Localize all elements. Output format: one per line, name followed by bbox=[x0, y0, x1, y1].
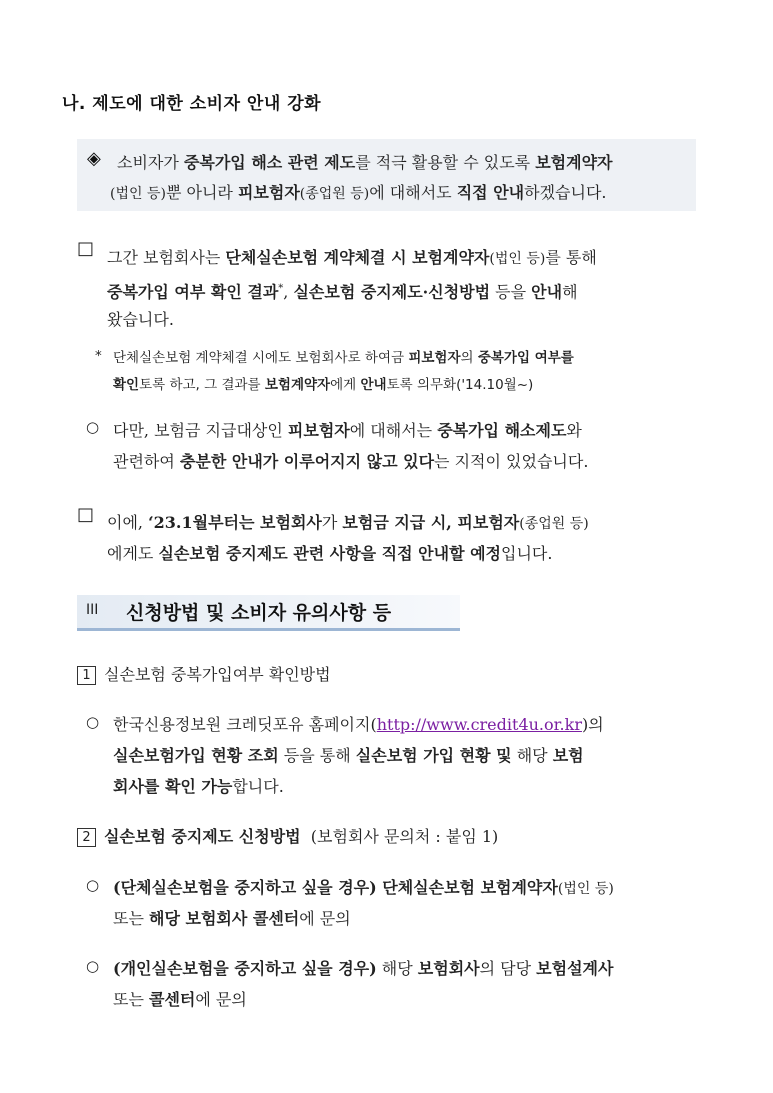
circle-bullet-icon: ○ bbox=[86, 418, 100, 436]
paragraph-6-line-2: 또는 콜센터에 문의 bbox=[113, 990, 247, 1009]
square-bullet-icon: □ bbox=[77, 504, 95, 525]
paragraph-3-line-1: 이에, ‘23.1월부터는 보험회사가 보험금 지급 시, 피보험자(종업원 등) bbox=[107, 513, 589, 532]
paragraph-4-line-3: 회사를 확인 가능합니다. bbox=[113, 777, 284, 796]
footnote-line-2: 확인토록 하고, 그 결과를 보험계약자에게 안내토록 의무화('14.10월~) bbox=[113, 377, 534, 393]
paragraph-3-line-2: 에게도 실손보험 중지제도 관련 사항을 직접 안내할 예정입니다. bbox=[107, 544, 553, 563]
section-title: 신청방법 및 소비자 유의사항 등 bbox=[126, 602, 392, 624]
paragraph-4-line-2: 실손보험가입 현황 조회 등을 통해 실손보험 가입 현황 및 해당 보험 bbox=[113, 746, 584, 765]
subsection-2-heading: 2 실손보험 중지제도 신청방법 (보험회사 문의처 : 붙임 1) bbox=[77, 824, 498, 847]
subsection-1-heading: 1 실손보험 중복가입여부 확인방법 bbox=[77, 662, 331, 685]
diamond-bullet-icon: ◈ bbox=[87, 148, 101, 169]
paragraph-1-line-3: 왔습니다. bbox=[107, 310, 174, 329]
paragraph-1-line-1: 그간 보험회사는 단체실손보험 계약체결 시 보험계약자(법인 등)를 통해 bbox=[107, 248, 597, 267]
paragraph-6-line-1: (개인실손보험을 중지하고 싶을 경우) 해당 보험회사의 담당 보험설계사 bbox=[113, 959, 614, 978]
paragraph-2-line-2: 관련하여 충분한 안내가 이루어지지 않고 있다는 지적이 있었습니다. bbox=[113, 452, 589, 471]
paragraph-2-line-1: 다만, 보험금 지급대상인 피보험자에 대해서는 중복가입 해소제도와 bbox=[113, 421, 582, 440]
credit4u-link[interactable]: http://www.credit4u.or.kr bbox=[376, 715, 582, 734]
circle-bullet-icon: ○ bbox=[86, 876, 100, 894]
paragraph-5-line-2: 또는 해당 보험회사 콜센터에 문의 bbox=[113, 909, 351, 928]
paragraph-1-line-2: 중복가입 여부 확인 결과*, 실손보험 중지제도·신청방법 등을 안내해 bbox=[107, 282, 578, 302]
circle-bullet-icon: ○ bbox=[86, 713, 100, 731]
footnote-line-1: 단체실손보험 계약체결 시에도 보험회사로 하여금 피보험자의 중복가입 여부를 bbox=[113, 350, 574, 366]
section-number: III bbox=[86, 602, 99, 618]
section-heading: 나. 제도에 대한 소비자 안내 강화 bbox=[62, 94, 322, 114]
circle-bullet-icon: ○ bbox=[86, 957, 100, 975]
square-bullet-icon: □ bbox=[77, 238, 95, 259]
boxed-number: 2 bbox=[77, 828, 96, 847]
paragraph-5-line-1: (단체실손보험을 중지하고 싶을 경우) 단체실손보험 보험계약자(법인 등) bbox=[113, 878, 614, 897]
notice-line-1: 소비자가 중복가입 해소 관련 제도를 적극 활용할 수 있도록 보험계약자 bbox=[117, 153, 613, 172]
notice-line-2: (법인 등)뿐 아니라 피보험자(종업원 등)에 대해서도 직접 안내하겠습니다. bbox=[110, 183, 607, 202]
paragraph-4-line-1: 한국신용정보원 크레딧포유 홈페이지(http://www.credit4u.or.kr)의 bbox=[113, 715, 604, 734]
boxed-number: 1 bbox=[77, 666, 96, 685]
footnote-star: * bbox=[95, 348, 102, 364]
